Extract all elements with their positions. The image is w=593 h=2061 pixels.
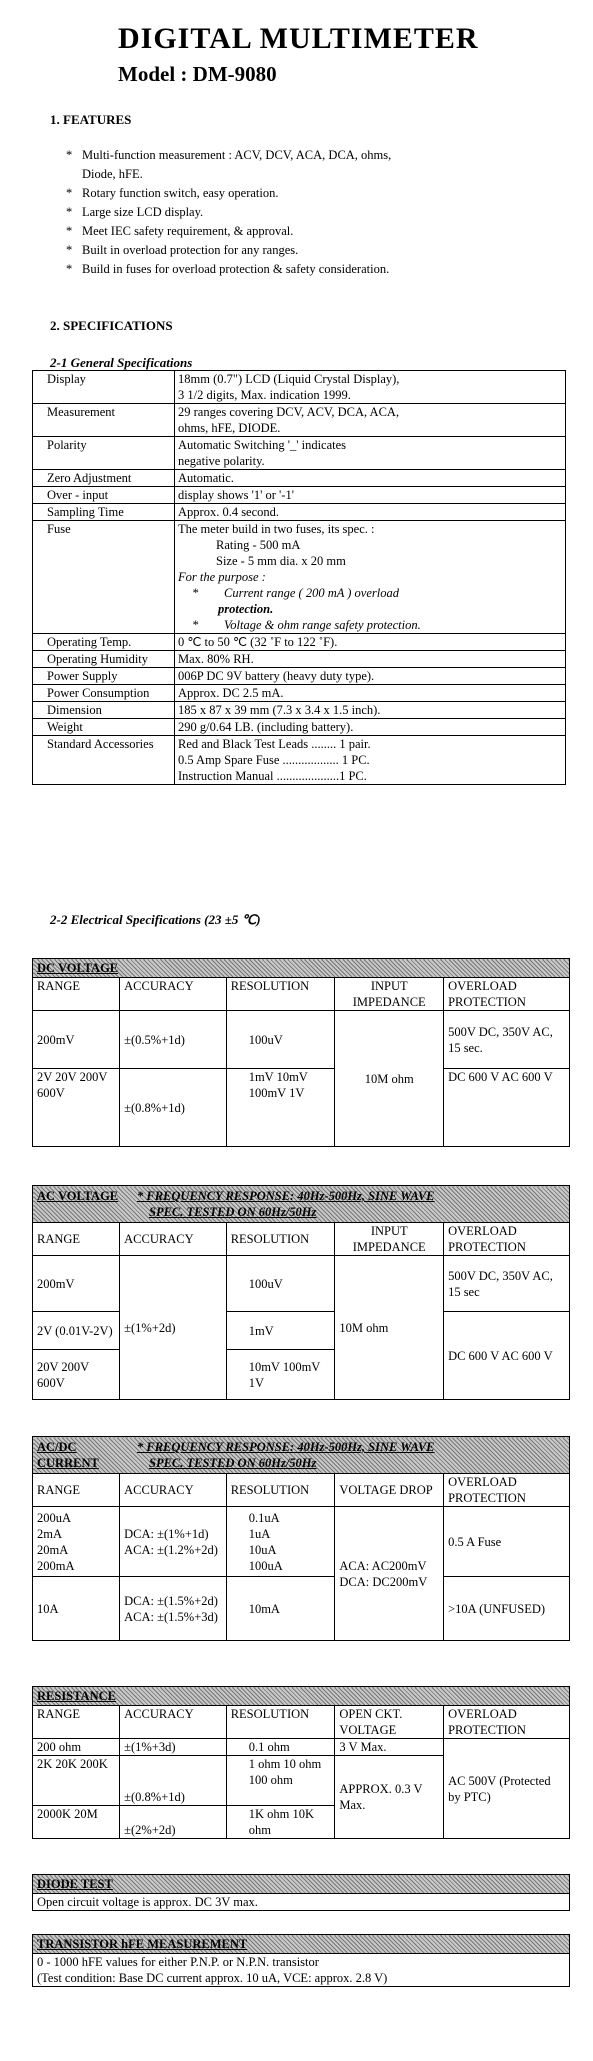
table-row: Power Consumption Approx. DC 2.5 mA. (33, 685, 566, 702)
table-row: Sampling Time Approx. 0.4 second. (33, 504, 566, 521)
resistance-table (32, 1686, 570, 1839)
table-header-row: RANGE ACCURACY RESOLUTION INPUT IMPEDANCE OVERLOAD PROTECTION (33, 1223, 570, 1256)
table-header-row: RANGE ACCURACY RESOLUTION VOLTAGE DROP OVERLOAD PROTECTION (33, 1474, 570, 1507)
feature-item: * Large size LCD display. (66, 205, 204, 219)
table-row: Weight 290 g/0.64 LB. (including battery). (33, 719, 566, 736)
feature-item: * Built in overload protection for any ranges. (66, 243, 299, 257)
hfe-header: TRANSISTOR hFE MEASUREMENT (33, 1935, 570, 1954)
acdc-current-header: AC/DC CURRENT * FREQUENCY RESPONSE: 40Hz-500Hz, SINE WAVE SPEC. TESTED ON 60Hz/50Hz (33, 1437, 570, 1474)
acdc-current-table (32, 1436, 570, 1641)
specifications-heading: 2. SPECIFICATIONS (50, 318, 173, 333)
diode-test-table (32, 1874, 570, 1911)
table-row: Zero Adjustment Automatic. (33, 470, 566, 487)
table-row: 2K 20K 200K ±(0.8%+1d) 1 ohm 10 ohm 100 ohm APPROX. 0.3 V Max. (33, 1756, 570, 1806)
table-row: Fuse The meter build in two fuses, its spec. : Rating - 500 mA Size - 5 mm dia. x 20 mm For the purpose : * Current range ( 200 mA ) overload protection. * Voltage & ohm range safety protection. (33, 521, 566, 634)
hfe-table (32, 1934, 570, 1987)
ac-voltage-header: AC VOLTAGE * FREQUENCY RESPONSE: 40Hz-500Hz, SINE WAVE SPEC. TESTED ON 60Hz/50Hz (33, 1186, 570, 1223)
table-row: Polarity Automatic Switching '_' indicates negative polarity. (33, 437, 566, 470)
feature-item: * Multi-function measurement : ACV, DCV, ACA, DCA, ohms, Diode, hFE. (66, 148, 392, 181)
table-row: Over - input display shows '1' or '-1' (33, 487, 566, 504)
document-title: DIGITAL MULTIMETER (118, 22, 479, 55)
table-row: 200uA 2mA 20mA 200mA DCA: ±(1%+1d) ACA: ±(1.2%+2d) 0.1uA 1uA 10uA 100uA ACA: AC200mV DCA: DC200mV 0.5 A Fuse (33, 1507, 570, 1577)
table-row: Dimension 185 x 87 x 39 mm (7.3 x 3.4 x 1.5 inch). (33, 702, 566, 719)
table-header-row: RANGE ACCURACY RESOLUTION OPEN CKT. VOLTAGE OVERLOAD PROTECTION (33, 1706, 570, 1739)
feature-item: * Meet IEC safety requirement, & approval. (66, 224, 294, 238)
table-row: 2V (0.01V-2V) 1mV DC 600 V AC 600 V (33, 1312, 570, 1350)
hfe-text: 0 - 1000 hFE values for either P.N.P. or N.P.N. transistor (Test condition: Base DC current approx. 10 uA, VCE: approx. 2.8 V) (33, 1954, 570, 1987)
electrical-specs-heading: 2-2 Electrical Specifications (23 ±5 ℃) (50, 912, 261, 927)
features-heading: 1. FEATURES (50, 112, 132, 127)
table-row: Measurement 29 ranges covering DCV, ACV, DCA, ACA, ohms, hFE, DIODE. (33, 404, 566, 437)
table-row: Power Supply 006P DC 9V battery (heavy duty type). (33, 668, 566, 685)
table-row: Operating Humidity Max. 80% RH. (33, 651, 566, 668)
table-row: 20V 200V 600V 10mV 100mV 1V (33, 1350, 570, 1400)
table-row: 10A DCA: ±(1.5%+2d) ACA: ±(1.5%+3d) 10mA >10A (UNFUSED) (33, 1577, 570, 1641)
general-specs-table (32, 370, 566, 785)
feature-item: * Build in fuses for overload protection & safety consideration. (66, 262, 390, 276)
table-row: 200mV ±(1%+2d) 100uV 10M ohm 500V DC, 350V AC, 15 sec (33, 1256, 570, 1312)
dc-voltage-table (32, 958, 570, 1147)
table-header-row: RANGE ACCURACY RESOLUTION INPUT IMPEDANCE OVERLOAD PROTECTION (33, 978, 570, 1011)
table-row: Standard Accessories Red and Black Test Leads ........ 1 pair. 0.5 Amp Spare Fuse .................. 1 PC. Instruction Manual ....................1 PC. (33, 736, 566, 785)
diode-test-text: Open circuit voltage is approx. DC 3V max. (33, 1894, 570, 1911)
table-row: Display 18mm (0.7") LCD (Liquid Crystal Display), 3 1/2 digits, Max. indication 1999. (33, 371, 566, 404)
features-list (66, 146, 402, 279)
feature-item: * Rotary function switch, easy operation. (66, 186, 279, 200)
ac-voltage-table (32, 1185, 570, 1400)
model-number: Model : DM-9080 (118, 62, 277, 86)
table-row: Operating Temp. 0 ℃ to 50 ℃ (32 ˚F to 122 ˚F). (33, 634, 566, 651)
general-specs-heading: 2-1 General Specifications (50, 355, 193, 370)
table-row: 2V 20V 200V 600V ±(0.8%+1d) 1mV 10mV 100mV 1V DC 600 V AC 600 V (33, 1069, 570, 1147)
dc-voltage-header: DC VOLTAGE (33, 959, 570, 978)
table-row: 2000K 20M ±(2%+2d) 1K ohm 10K ohm (33, 1806, 570, 1839)
table-row: 200mV ±(0.5%+1d) 100uV 10M ohm 500V DC, 350V AC, 15 sec. (33, 1011, 570, 1069)
resistance-header: RESISTANCE (33, 1687, 570, 1706)
table-row: 200 ohm ±(1%+3d) 0.1 ohm 3 V Max. AC 500V (Protected by PTC) (33, 1739, 570, 1756)
diode-test-header: DIODE TEST (33, 1875, 570, 1894)
